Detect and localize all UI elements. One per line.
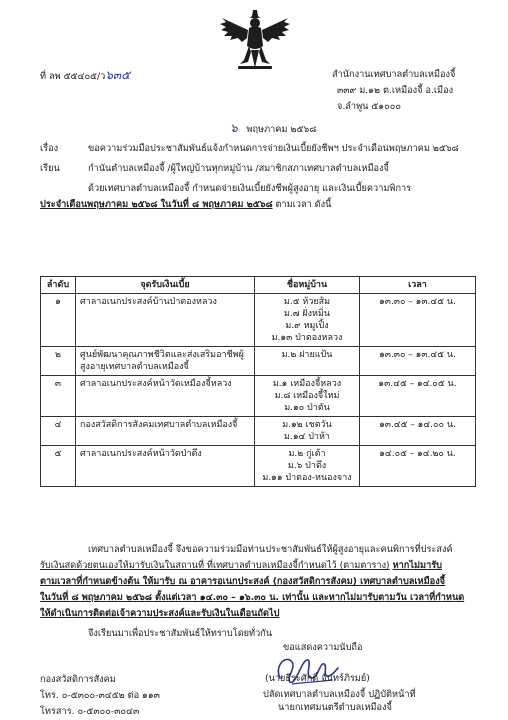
document-date	[230, 122, 316, 136]
body-intro: ด้วยเทศบาลตำบลเหมืองจี้ กำหนดจ่ายเงินเบี้ยยังชีพผู้สูงอายุ และเงินเบี้ยความพิการ	[88, 183, 412, 194]
date-day-handwritten: ๖	[230, 121, 238, 135]
row-villages	[255, 347, 360, 376]
document-number-prefix: ที่ ลพ ๕๕๔๐๕/ว	[40, 71, 106, 82]
row-no: ๑	[41, 294, 76, 347]
row-time: ๑๓.๓๐ – ๑๓.๔๕ น.	[360, 294, 476, 347]
table-row	[41, 376, 476, 417]
body-intro-suffix: ตามเวลา ดังนี้	[275, 199, 332, 210]
row-no: ๕	[41, 446, 76, 487]
row-time: ๑๓.๔๕ – ๑๔.๐๕ น.	[360, 376, 476, 417]
row-place: ศาลาอเนกประสงค์หน้าวัดเหมืองจี้หลวง	[76, 376, 255, 417]
village-item: ม.๖ ป่าตึง	[287, 461, 327, 471]
table-row	[41, 347, 476, 376]
signer-position-2: นายกเทศมนตรีตำบลเหมืองจี้	[278, 702, 392, 713]
table-header-row	[41, 277, 476, 294]
signer-position-1: ปลัดเทศบาลตำบลเหมืองจี้ ปฏิบัติหน้าที่	[263, 689, 416, 700]
row-no: ๓	[41, 376, 76, 417]
document-number-handwritten: ๖๓๕	[105, 68, 131, 82]
village-item: ม.๙ หมูเปิ้ง	[285, 321, 329, 331]
footer-phone: โทร. ๐-๕๓๐๐-๓๔๕๒ ต่อ ๑๑๓	[40, 690, 160, 701]
payment-date-emphasis: ประจำเดือนพฤษภาคม ๒๕๖๘ ในวันที่ ๘ พฤษภาคม ๒๕๖๘	[40, 199, 273, 210]
row-no: ๔	[41, 417, 76, 446]
village-item: ม.๕ ห้วยส้ม	[283, 297, 331, 307]
row-time: ๑๓.๔๕ – ๑๔.๐๐ น.	[360, 417, 476, 446]
table-row	[41, 417, 476, 446]
para2-line2	[40, 560, 442, 572]
village-item: ม.๘ เหมืองจี้ใหม่	[274, 391, 340, 401]
subject-label: เรื่อง	[40, 143, 59, 154]
row-no: ๒	[41, 347, 76, 376]
closing-sentence: จึงเรียนมาเพื่อประชาสัมพันธ์ให้ทราบโดยทั่วกัน	[88, 628, 273, 639]
para2-line2-emphasis: หากไม่มารับ	[392, 560, 443, 571]
header-time: เวลา	[360, 277, 476, 294]
body-intro-line2	[40, 199, 331, 211]
row-time: ๑๔.๐๕ – ๑๔.๒๐ น.	[360, 446, 476, 487]
para2-line4: ในวันที่ ๘ พฤษภาคม ๒๕๖๘ ตั้งแต่เวลา ๑๔.๓๐ – ๑๖.๓๐ น. เท่านั้น และหากไม่มารับตามวัน เวลาที่กำหนด	[40, 592, 465, 603]
village-item: ม.๗ ฝั่งหมิ่น	[283, 309, 331, 319]
row-place: ศูนย์พัฒนาคุณภาพชีวิตและส่งเสริมอาชีพผู้สูงอายุเทศบาลตำบลเหมืองจี้	[76, 347, 255, 376]
village-item: ม.๑ เหมืองจี้หลวง	[272, 379, 342, 389]
village-item: ม.๑๔ ป่าห้า	[284, 432, 330, 442]
para2-line2-text: รับเงินสดด้วยตนเองให้มารับเงินในสถานที่ ที่เทศบาลตำบลเหมืองจี้กำหนดไว้ (ตามตาราง)	[40, 560, 390, 571]
garuda-emblem	[218, 8, 292, 74]
recipient-label: เรียน	[40, 163, 60, 174]
office-name: สำนักงานเทศบาลตำบลเหมืองจี้	[332, 69, 456, 80]
para2-line5: ให้ดำเนินการติดต่อเจ้าความประสงค์และรับเงินในเดือนถัดไป	[40, 608, 280, 619]
row-villages	[255, 376, 360, 417]
row-place: ศาลาอเนกประสงค์หน้าวัดป่าตึง	[76, 446, 255, 487]
village-item: ม.๒ ฝายแป้น	[281, 350, 333, 360]
signer-name: (นายธีระศักดิ์ จันทร์ภิรมย์)	[265, 673, 370, 684]
para2-line3: ตามเวลาที่กำหนดข้างต้น ให้มารับ ณ อาคารอเนกประสงค์ (กองสวัสดิการสังคม) เทศบาลตำบลเหมืองจี้	[40, 576, 446, 587]
row-villages	[255, 446, 360, 487]
village-item: ม.๑๒ เชตวัน	[282, 420, 332, 430]
village-item: ม.๒ กู่เต้า	[288, 449, 326, 459]
row-villages	[255, 294, 360, 347]
payment-schedule-table	[40, 276, 476, 487]
row-place: กองสวัสดิการสังคมเทศบาลตำบลเหมืองจี้	[76, 417, 255, 446]
regards-text: ขอแสดงความนับถือ	[283, 642, 363, 653]
row-villages	[255, 417, 360, 446]
village-item: ม.๑๑ ป่าตอง-หนองจาง	[262, 473, 352, 483]
header-village: ชื่อหมู่บ้าน	[255, 277, 360, 294]
para2-line1: เทศบาลตำบลเหมืองจี้ จึงขอความร่วมมือท่านประชาสัมพันธ์ให้ผู้สูงอายุและคนพิการที่ประสงค์	[88, 544, 453, 555]
date-month-year: พฤษภาคม ๒๕๖๘	[246, 124, 317, 135]
row-place: ศาลาอเนกประสงค์บ้านป่าตองหลวง	[76, 294, 255, 347]
subject-text: ขอความร่วมมือประชาสัมพันธ์แจ้งกำหนดการจ่ายเงินเบี้ยยังชีพฯ ประจำเดือนพฤษภาคม ๒๕๖๘	[88, 143, 459, 154]
recipient-text: กำนันตำบลเหมืองจี้ /ผู้ใหญ่บ้านทุกหมู่บ้าน /สมาชิกสภาเทศบาลตำบลเหมืองจี้	[88, 163, 389, 174]
office-address-line1: ๓๓๙ ม.๑๒ ต.เหมืองจี้ อ.เมือง	[337, 85, 454, 96]
header-no: ลำดับ	[41, 277, 76, 294]
table-row	[41, 294, 476, 347]
village-item: ม.๑๐ ป่าตัน	[284, 403, 330, 413]
header-place: จุดรับเงินเบี้ย	[76, 277, 255, 294]
document-number	[40, 69, 130, 83]
footer-fax: โทรสาร. ๐-๕๓๐๐-๓๐๔๓	[40, 706, 140, 717]
row-time: ๑๓.๓๐ – ๑๓.๔๕ น.	[360, 347, 476, 376]
office-address-line2: จ.ลำพูน ๕๑๐๐๐	[337, 101, 401, 112]
footer-department: กองสวัสดิการสังคม	[40, 674, 116, 685]
table-row	[41, 446, 476, 487]
village-item: ม.๑๓ ป่าตองหลวง	[271, 333, 343, 343]
